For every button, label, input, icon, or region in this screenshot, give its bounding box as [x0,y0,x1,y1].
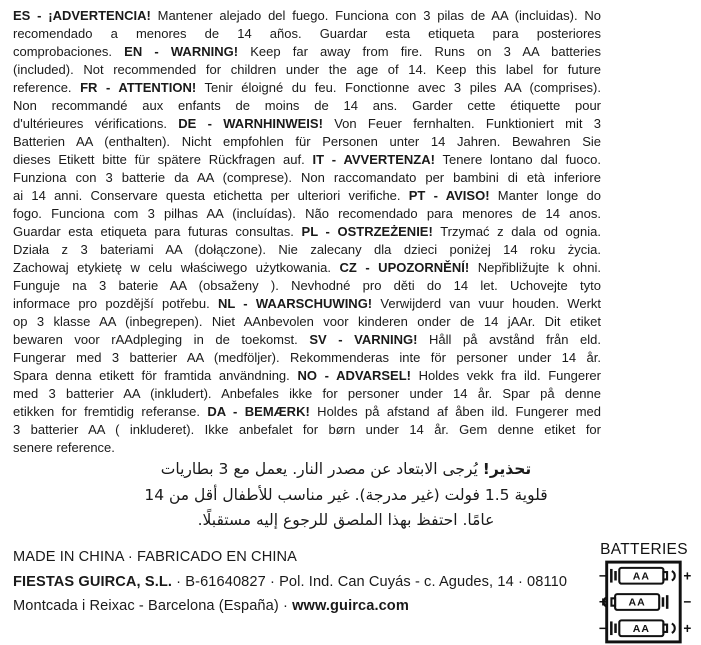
contact-spring-icon [665,595,668,609]
warning-run: Zachowaj etykietę w celu właściwego użytkowania. [13,260,340,275]
warning-line [13,331,601,349]
warning-line [13,241,601,259]
arabic-warning-line [92,457,600,483]
warning-run: Fungerar med 3 batterier AA (medföljer). Rekommenderas inte för personer under 14 år. [13,350,601,365]
warning-run: Batterien AA (enthalten). Nicht empfohlen für Personen unter 14 Jahren. Bewahren Sie [13,134,601,149]
warning-line [13,403,601,421]
warning-run: يُرجى الابتعاد عن مصدر النار. يعمل مع 3 بطاريات [160,460,483,478]
warning-line [13,25,601,43]
warning-line [13,187,601,205]
warning-line [13,349,601,367]
language-warning-keyword: DE - WARNHINWEIS! [178,116,323,131]
arabic-warning-line [92,483,600,509]
battery-rows [598,568,691,636]
warning-line [13,133,601,151]
warning-run: recomendado a menores de 14 años. Guardar esta etiqueta para posteriores [13,26,601,41]
warning-run: Von Feuer fernhalten. Funktioniert mit 3 [322,116,601,131]
warning-line [13,439,601,457]
warning-run: Trzymać z dala od ognia. [432,224,601,239]
language-warning-keyword: IT - AVVERTENZA! [312,152,435,167]
warning-line [13,205,601,223]
language-warning-keyword: FR - ATTENTION! [80,80,197,95]
language-warning-keyword: تحذير! [482,460,532,478]
warning-line [13,385,601,403]
contact-spring-icon [614,624,617,633]
language-warning-keyword: NO - ADVARSEL! [297,368,411,383]
warning-line [13,61,601,79]
language-warning-keyword: ES - ¡ADVERTENCIA! [13,8,151,23]
battery-label: AA [632,570,650,583]
warning-line [13,295,601,313]
contact-spring-icon [610,621,613,635]
warning-run: ai 14 anni. Conservare questa etichetta per ulteriori verifiche. [13,188,409,203]
battery-terminal-nub [611,598,615,605]
contact-spring-icon [614,571,617,580]
contact-spring-icon [610,569,613,583]
manufacturer-info [13,545,588,619]
battery-polarity-sign: + [598,594,607,610]
warning-run: Tenere lontano dal fuoco. [434,152,601,167]
warning-run: قلوية 1.5 فولت (غير مدرجة). غير مناسب للأطفال أقل من 14 [144,485,548,504]
battery-label: AA [628,596,646,609]
warning-run: etikken for fremtidig referanse. [13,404,208,419]
warning-run: (included). Not recommended for children under the age of 14. Keep this label for future [13,62,601,77]
warning-run: Non recommandé aux enfants de moins de 14 ans. Garder cette étiquette pour [13,98,601,113]
language-warning-keyword: CZ - UPOZORNĚNÍ! [339,260,470,275]
language-warning-keyword: PL - OSTRZEŻENIE! [301,224,433,239]
warning-run: senere reference. [13,440,115,455]
made-in-line: MADE IN CHINA · FABRICADO EN CHINA [13,549,297,565]
warning-line [13,169,601,187]
arabic-warning-text [92,457,600,534]
warning-line [13,43,601,61]
warning-line [13,151,601,169]
language-warning-keyword: PT - AVISO! [408,188,490,203]
warning-run: Håll på avstånd från eld. [417,332,602,347]
warning-line [13,421,601,439]
warning-run: dieses Etikett bitte für spätere Rückfragen auf. [13,152,313,167]
arabic-warning-line [92,508,600,534]
warning-run: Tenir éloigné du feu. Fonctionne avec 3 piles AA (comprises). [196,80,601,95]
company-name: FIESTAS GUIRCA, S.L. [13,573,173,590]
address-text: Montcada i Reixac - Barcelona (España) · [13,598,293,614]
warning-line [13,97,601,115]
contact-spring-icon [661,597,664,606]
contact-clip-icon [671,624,674,633]
language-warning-keyword: DA - BEMÆRK! [207,404,310,419]
warning-run: op 3 klasse AA (inbegrepen). Niet AAnbevolen voor kinderen onder de 14 jAAr. Dit etiket [13,314,601,329]
warning-run: informace pro pozdější potřebu. [13,296,218,311]
warning-run: Działa z 3 bateriami AA (dołączone). Nie zalecany dla dzieci poniżej 14 roku życia. [13,242,601,257]
battery-polarity-sign: − [598,620,607,636]
warning-line [13,313,601,331]
battery-polarity-sign: − [682,594,691,610]
warning-run: 3 batterier AA ( inkluderet). Ikke anbefalet for børn under 14 år. Gem denne etiket for [13,422,601,437]
warning-line [13,259,601,277]
website-text: www.guirca.com [292,598,409,614]
warning-line [13,79,601,97]
warning-line [13,277,601,295]
battery-polarity-sign: + [682,620,691,636]
batteries-diagram [594,541,694,644]
warning-run: عامًا. احتفظ بهذا الملصق للرجوع إليه مستقبلًا. [197,511,495,529]
language-warning-keyword: SV - VARNING! [309,332,418,347]
language-warning-keyword: NL - WAARSCHUWING! [217,296,373,311]
company-line [13,570,588,595]
warning-run: Funguje na 3 baterie AA (obsaženy ). Nevhodné pro děti do 14 let. Uchovejte tyto [13,278,601,293]
warning-run: fogo. Funciona com 3 pilhas AA (incluídas). Não recomendado para menores de 14 anos. [13,206,601,221]
warning-run: Verwijderd van vuur houden. Werkt [372,296,602,311]
warning-run: Holdes på afstand af åben ild. Fungerer med [309,404,601,419]
warning-run: Funziona con 3 batterie da AA (comprese). Non raccomandato per bambini di età inferiore [13,170,601,185]
warning-run: bewaren voor rAAdpleging in de toekomst. [13,332,310,347]
company-details: · B-61640827 · Pol. Ind. Can Cuyás - c. Agudes, 14 · 08110 [172,573,568,590]
contact-clip-icon [671,571,674,580]
warning-run: med 3 batterier AA (inkludert). Anbefales ikke for personer under 14 år. Spar på denne [13,386,601,401]
warning-run: Manter longe do [489,188,601,203]
battery-polarity-sign: − [598,568,607,584]
warning-run: Guardar esta etiqueta para futuras consultas. [13,224,302,239]
warning-line [13,7,601,25]
address-line [13,594,588,619]
warning-run: Spara denna etikett för framtida användning. [13,368,298,383]
warning-line [13,223,601,241]
battery-label: AA [632,622,650,635]
battery-compartment-icon [596,560,693,644]
warning-run: d'ultérieures vérifications. [13,116,179,131]
warning-run: Mantener alejado del fuego. Funciona con 3 pilas de AA (incluidas). No [150,8,601,23]
battery-terminal-nub [663,572,667,579]
language-warning-keyword: EN - WARNING! [124,44,239,59]
warning-run: Keep far away from fire. Runs on 3 AA batteries [238,44,601,59]
batteries-title: BATTERIES [600,541,688,558]
warning-run: Holdes vekk fra ild. Fungerer [410,368,601,383]
warning-run: reference. [13,80,81,95]
warning-run: Nepřibližujte k ohni. [469,260,601,275]
battery-terminal-nub [663,625,667,632]
warning-line [13,367,601,385]
battery-polarity-sign: + [682,568,691,584]
warning-run: comprobaciones. [13,44,125,59]
warning-line [13,115,601,133]
warning-text [13,7,601,457]
